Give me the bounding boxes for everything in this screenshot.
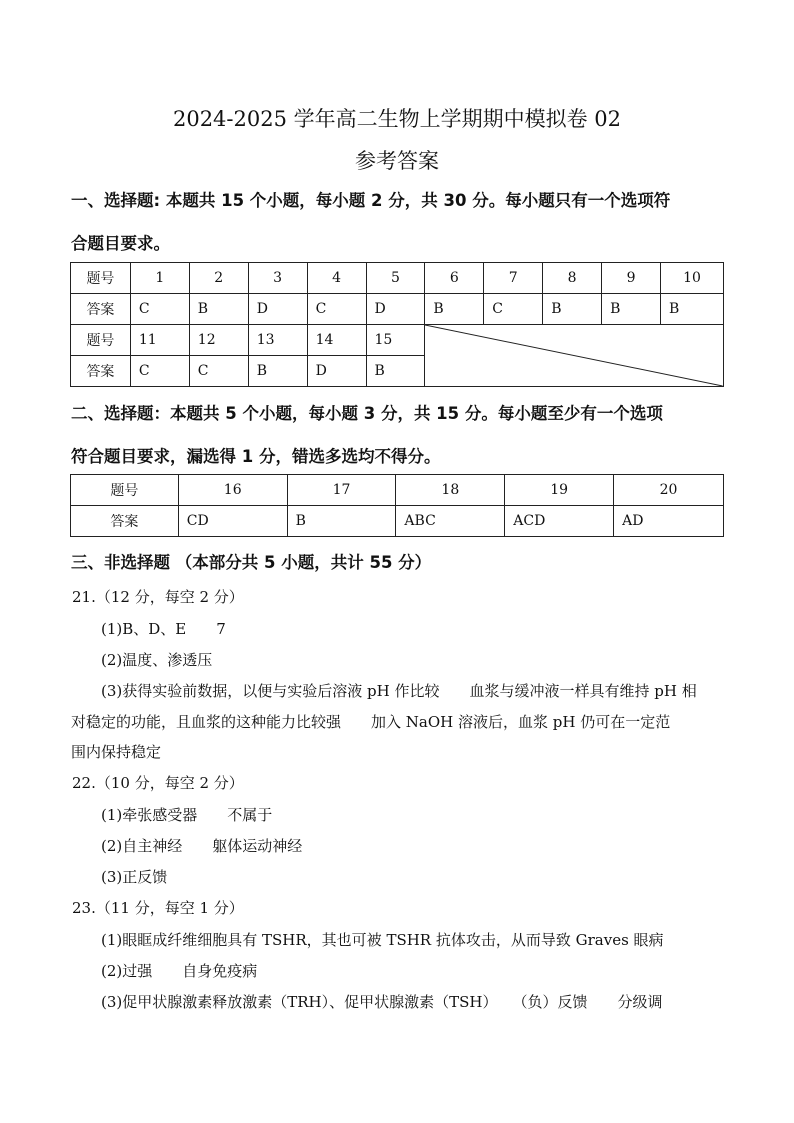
q22-header: 22.（10 分，每空 2 分） <box>72 774 244 792</box>
question-number: 1 <box>130 263 189 294</box>
answer-cell: ACD <box>505 506 614 537</box>
question-number: 2 <box>189 263 248 294</box>
section1-heading-line2: 合题目要求。 <box>71 234 170 253</box>
answer-cell: ABC <box>396 506 505 537</box>
empty-diagonal-cell <box>425 325 724 387</box>
row-label-answer: 答案 <box>71 506 179 537</box>
q22-answer-3: (3)正反馈 <box>101 868 168 886</box>
question-number: 15 <box>366 325 425 356</box>
answer-cell: D <box>307 356 366 387</box>
section1-answer-table <box>70 262 724 387</box>
answer-cell: C <box>130 356 189 387</box>
question-number: 17 <box>287 475 396 506</box>
page-title: 2024-2025 学年高二生物上学期期中模拟卷 02 <box>172 107 622 131</box>
q23-answer-3: (3)促甲状腺激素释放激素（TRH）、促甲状腺激素（TSH） （负）反馈 分级调 <box>101 993 663 1011</box>
question-number: 6 <box>425 263 484 294</box>
question-number: 9 <box>602 263 661 294</box>
table-row <box>71 294 724 325</box>
answer-cell: B <box>248 356 307 387</box>
answer-cell: B <box>602 294 661 325</box>
q22-answer-2: (2)自主神经 躯体运动神经 <box>101 837 303 855</box>
answer-cell: B <box>287 506 396 537</box>
answer-cell: B <box>189 294 248 325</box>
answer-cell: B <box>660 294 723 325</box>
answer-cell: C <box>484 294 543 325</box>
row-label-answer: 答案 <box>71 356 131 387</box>
question-number: 3 <box>248 263 307 294</box>
answer-cell: C <box>130 294 189 325</box>
question-number: 13 <box>248 325 307 356</box>
table-row <box>71 475 724 506</box>
question-number: 16 <box>178 475 287 506</box>
q21-header: 21.（12 分，每空 2 分） <box>72 588 244 606</box>
answer-cell: D <box>366 294 425 325</box>
question-number: 10 <box>660 263 723 294</box>
question-number: 12 <box>189 325 248 356</box>
section2-answer-table <box>70 474 724 537</box>
question-number: 8 <box>543 263 602 294</box>
q21-answer-3-line2: 对稳定的功能，且血浆的这种能力比较强 加入 NaOH 溶液后，血浆 pH 仍可在一定范 <box>71 713 671 731</box>
table-row <box>71 325 724 356</box>
q23-header: 23.（11 分，每空 1 分） <box>72 899 244 917</box>
row-label-question: 题号 <box>71 475 179 506</box>
page-subtitle: 参考答案 <box>355 149 439 173</box>
q21-answer-3-line1: (3)获得实验前数据，以便与实验后溶液 pH 作比较 血浆与缓冲液一样具有维持 pH 相 <box>101 682 697 700</box>
section3-heading: 三、非选择题 （本部分共 5 小题，共计 55 分） <box>71 553 432 572</box>
q21-answer-1: (1)B、D、E 7 <box>101 620 226 638</box>
question-number: 20 <box>614 475 724 506</box>
question-number: 18 <box>396 475 505 506</box>
diagonal-line <box>425 325 723 386</box>
section2-heading-line2: 符合题目要求，漏选得 1 分，错选多选均不得分。 <box>71 447 441 466</box>
section2-heading-line1: 二、选择题：本题共 5 个小题，每小题 3 分，共 15 分。每小题至少有一个选项 <box>71 404 663 423</box>
answer-cell: D <box>248 294 307 325</box>
answer-cell: B <box>366 356 425 387</box>
answer-cell: CD <box>178 506 287 537</box>
question-number: 4 <box>307 263 366 294</box>
answer-cell: C <box>189 356 248 387</box>
row-label-question: 题号 <box>71 325 131 356</box>
question-number: 11 <box>130 325 189 356</box>
question-number: 5 <box>366 263 425 294</box>
answer-cell: B <box>543 294 602 325</box>
answer-cell: AD <box>614 506 724 537</box>
answer-cell: C <box>307 294 366 325</box>
q23-answer-1: (1)眼眶成纤维细胞具有 TSHR，其也可被 TSHR 抗体攻击，从而导致 Graves 眼病 <box>101 931 664 949</box>
q23-answer-2: (2)过强 自身免疫病 <box>101 962 258 980</box>
table-row <box>71 263 724 294</box>
q22-answer-1: (1)牵张感受器 不属于 <box>101 806 273 824</box>
question-number: 14 <box>307 325 366 356</box>
question-number: 7 <box>484 263 543 294</box>
q21-answer-2: (2)温度、渗透压 <box>101 651 213 669</box>
row-label-question: 题号 <box>71 263 131 294</box>
table-row <box>71 506 724 537</box>
answer-cell: B <box>425 294 484 325</box>
row-label-answer: 答案 <box>71 294 131 325</box>
q21-answer-3-line3: 围内保持稳定 <box>71 743 162 761</box>
question-number: 19 <box>505 475 614 506</box>
section1-heading-line1: 一、选择题: 本题共 15 个小题，每小题 2 分，共 30 分。每小题只有一个选项符 <box>71 191 671 210</box>
